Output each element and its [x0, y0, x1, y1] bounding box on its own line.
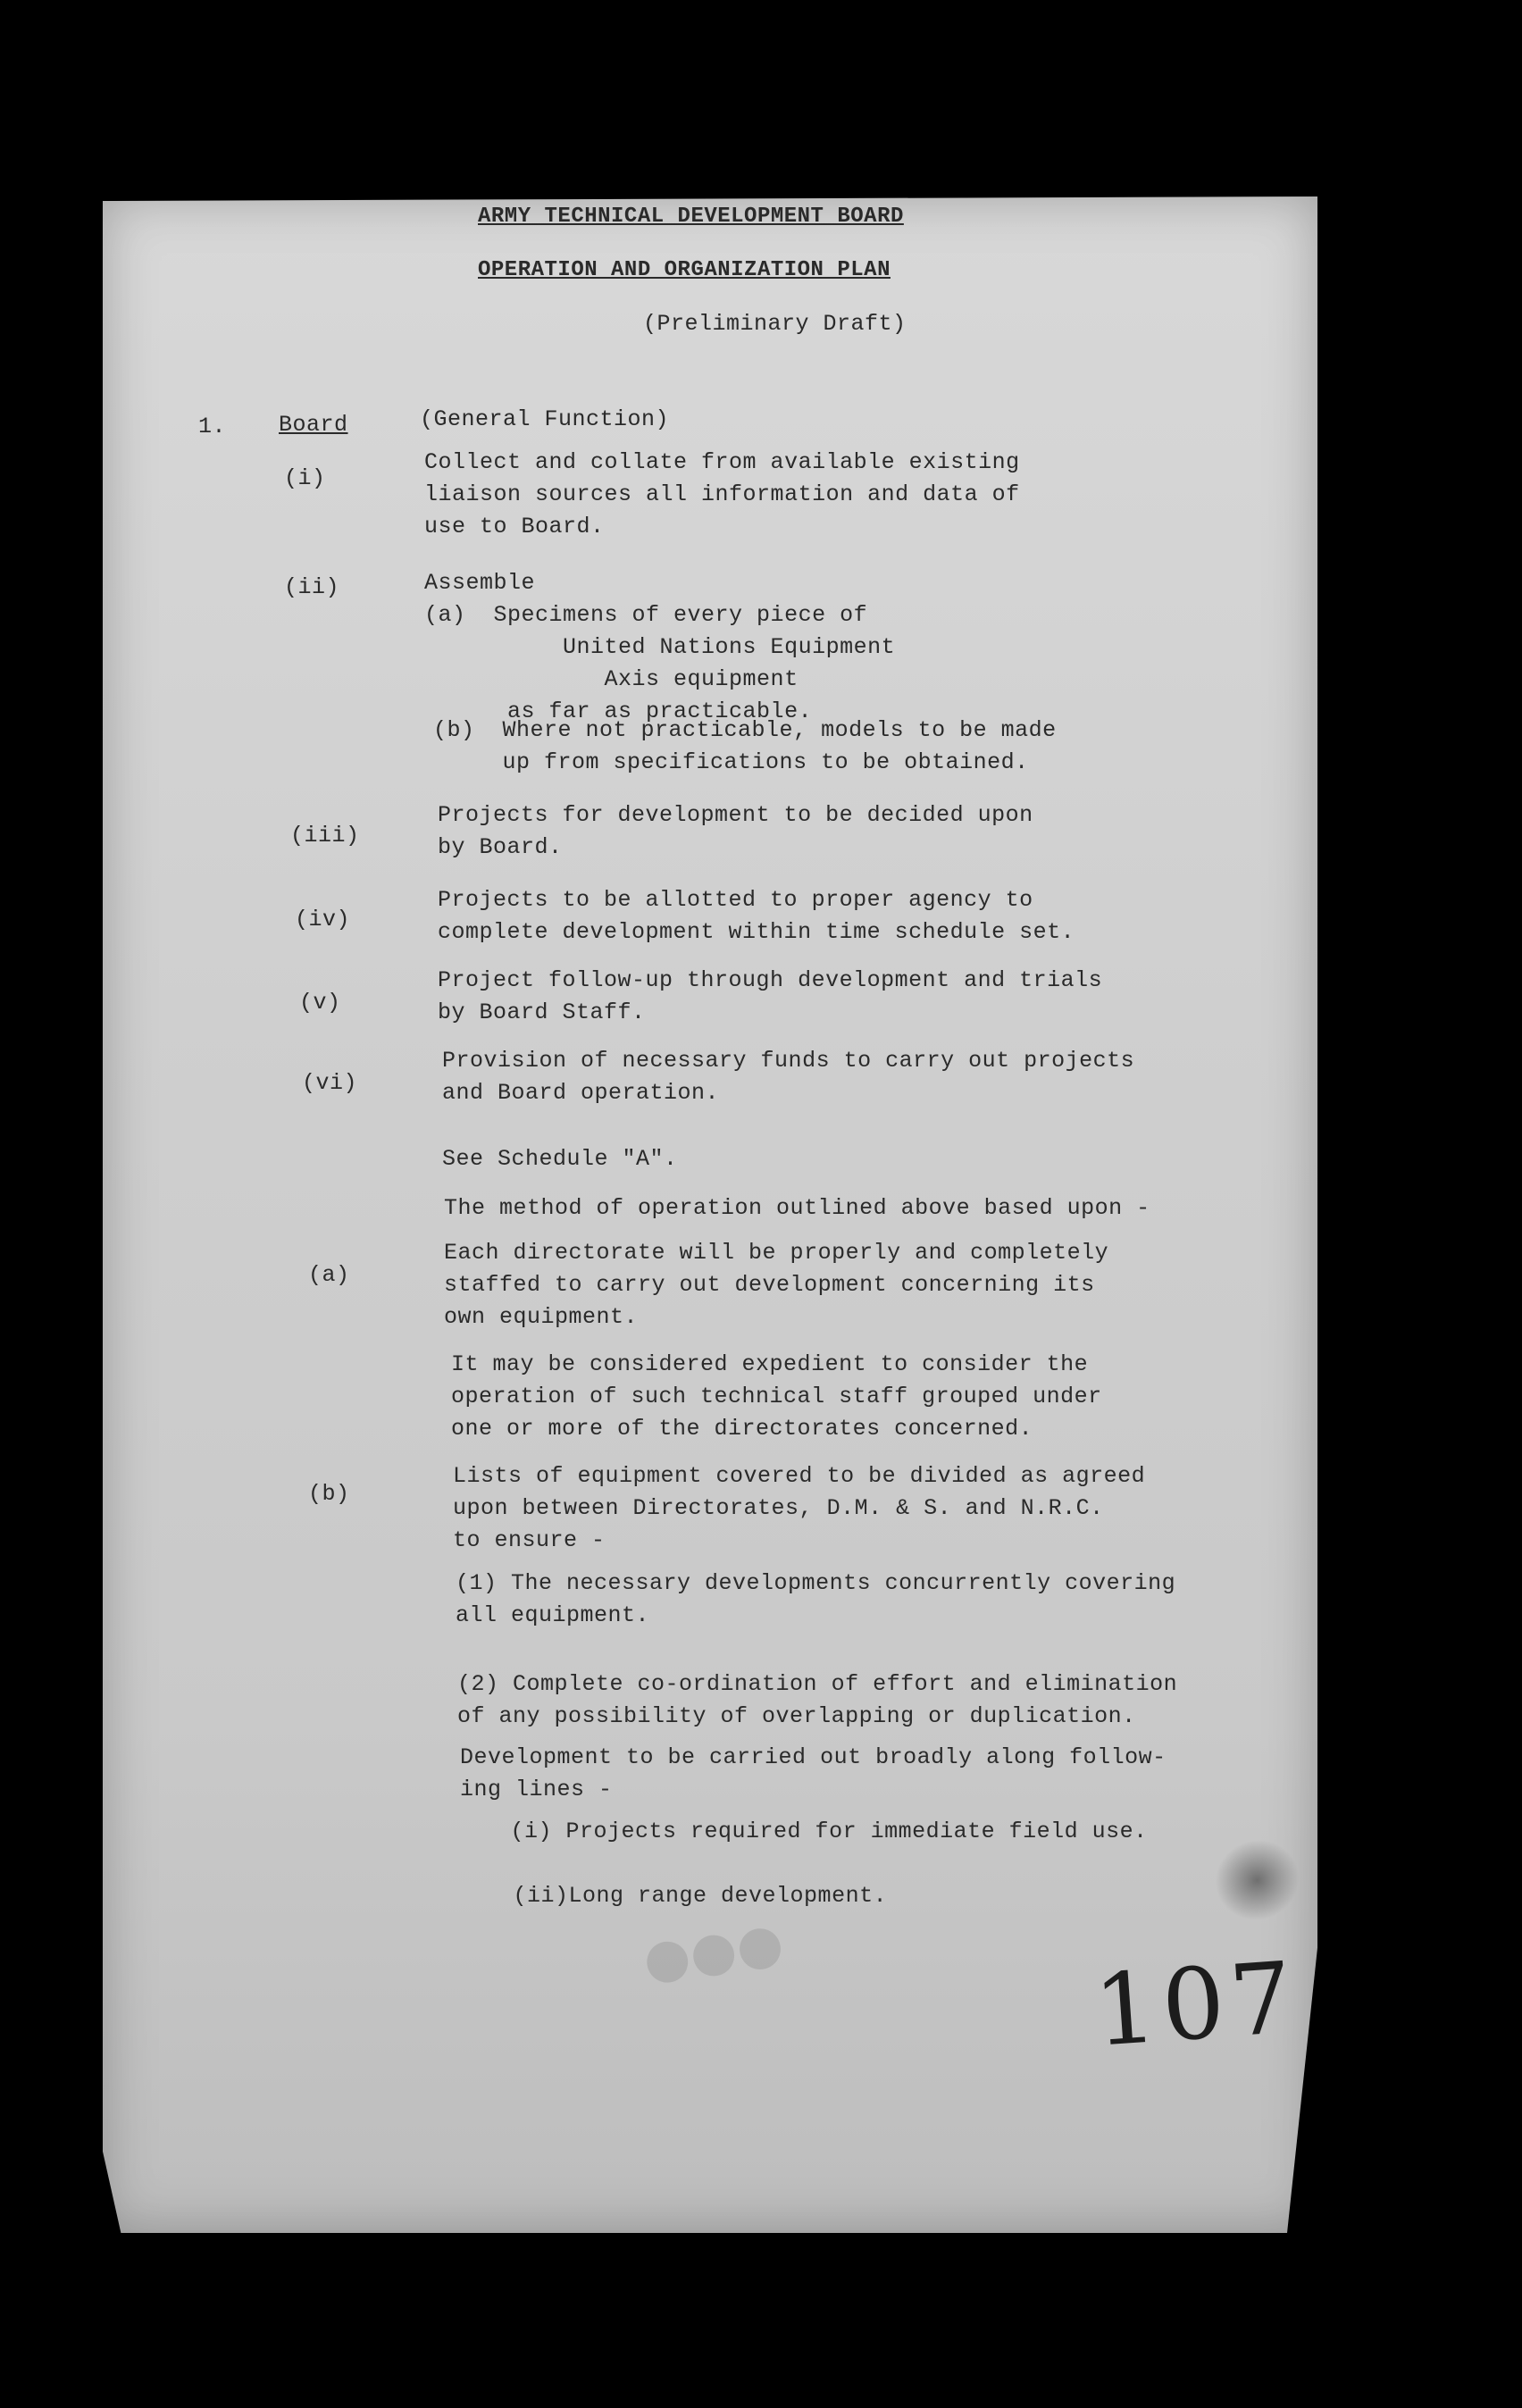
item-label: (i): [284, 465, 326, 491]
item-text: Projects to be allotted to proper agency to complete development within time schedule set.: [438, 887, 1075, 945]
handwritten-page-number: 107: [1090, 1940, 1302, 2069]
basis-text: It may be considered expedient to consider the operation of such technical staff grouped under one or more of the directorates concerned.: [451, 1351, 1102, 1442]
faint-stamp-mark: ●●●: [639, 1911, 788, 1993]
item-text: Provision of necessary funds to carry out projects and Board operation.: [442, 1048, 1135, 1106]
section-subheading: (General Function): [420, 406, 670, 432]
basis-text: Each directorate will be properly and completely staffed to carry out development concerning its own equipment.: [444, 1240, 1109, 1330]
section-heading: Board: [279, 412, 348, 438]
basis-label: (a): [308, 1262, 350, 1288]
basis-text: (1) The necessary developments concurrently covering all equipment.: [456, 1570, 1176, 1628]
basis-text: (i) Projects required for immediate field use.: [469, 1819, 1148, 1844]
item-text: Collect and collate from available existing liaison sources all information and data of use to Board.: [424, 449, 1020, 539]
basis-label: (b): [308, 1481, 350, 1507]
schedule-note: See Schedule "A".: [442, 1146, 678, 1172]
basis-text: Development to be carried out broadly along follow- ing lines -: [460, 1744, 1167, 1802]
method-intro: The method of operation outlined above based upon -: [444, 1195, 1150, 1221]
item-label: (iv): [295, 907, 351, 932]
item-text: Assemble (a) Specimens of every piece of United Nations Equipment Axis equipment as far as practicable.: [424, 570, 896, 724]
basis-text: Lists of equipment covered to be divided as agreed upon between Directorates, D.M. & S. and N.R.C. to ensure -: [453, 1463, 1146, 1553]
item-text: Project follow-up through development and trials by Board Staff.: [438, 967, 1103, 1025]
basis-text: (ii)Long range development.: [472, 1883, 888, 1909]
item-label: (vi): [302, 1070, 358, 1096]
item-label: (ii): [284, 574, 340, 600]
section-number: 1.: [198, 414, 227, 439]
item-label: (v): [299, 990, 341, 1016]
basis-text: (2) Complete co-ordination of effort and elimination of any possibility of overlapping or duplication.: [457, 1671, 1178, 1729]
item-label: (iii): [290, 823, 360, 849]
document-title: ARMY TECHNICAL DEVELOPMENT BOARD: [478, 205, 904, 229]
item-text: (b) Where not practicable, models to be made up from specifications to be obtained.: [433, 717, 1057, 775]
draft-label: (Preliminary Draft): [643, 311, 907, 337]
item-text: Projects for development to be decided upon by Board.: [438, 802, 1033, 860]
document-subtitle: OPERATION AND ORGANIZATION PLAN: [478, 258, 891, 282]
